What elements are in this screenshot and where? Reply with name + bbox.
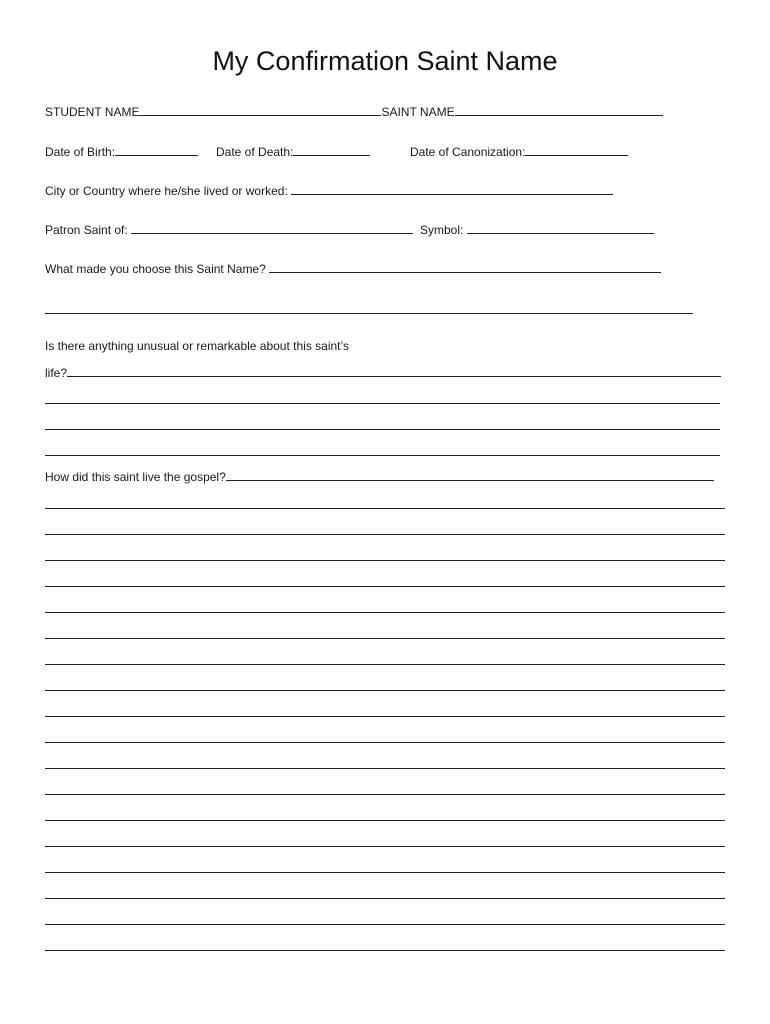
gospel-line-12[interactable] xyxy=(45,794,725,795)
canonization-field[interactable] xyxy=(525,144,628,156)
unusual-line-2[interactable] xyxy=(45,403,720,404)
unusual-line-4[interactable] xyxy=(45,455,720,456)
gospel-line-16[interactable] xyxy=(45,898,725,899)
dob-field[interactable] xyxy=(115,144,198,156)
canonization-row xyxy=(410,144,628,159)
page-title: My Confirmation Saint Name xyxy=(212,46,558,76)
life-field[interactable] xyxy=(67,365,721,377)
gospel-line-8[interactable] xyxy=(45,690,725,691)
saint-name-field[interactable] xyxy=(455,104,663,116)
life-row xyxy=(45,365,721,380)
dob-row xyxy=(45,144,198,159)
gospel-line-15[interactable] xyxy=(45,872,725,873)
gospel-line-13[interactable] xyxy=(45,820,725,821)
gospel-line-18[interactable] xyxy=(45,950,725,951)
gospel-label: How did this saint live the gospel? xyxy=(45,470,226,484)
student-name-label: STUDENT NAME xyxy=(45,105,140,119)
choose-field[interactable] xyxy=(269,261,661,273)
unusual-label: Is there anything unusual or remarkable about this saint’s xyxy=(45,339,349,353)
student-name-field[interactable] xyxy=(139,104,381,116)
gospel-line-6[interactable] xyxy=(45,638,725,639)
dod-field[interactable] xyxy=(293,144,370,156)
symbol-field[interactable] xyxy=(467,222,654,234)
patron-row xyxy=(45,222,413,237)
gospel-line-5[interactable] xyxy=(45,612,725,613)
gospel-line-11[interactable] xyxy=(45,768,725,769)
dob-label: Date of Birth: xyxy=(45,145,116,159)
city-row xyxy=(45,183,613,198)
dod-row xyxy=(216,144,370,159)
unusual-line-3[interactable] xyxy=(45,429,720,430)
choose-label: What made you choose this Saint Name? xyxy=(45,262,266,276)
gospel-line-2[interactable] xyxy=(45,534,725,535)
gospel-line-1[interactable] xyxy=(45,508,725,509)
patron-label: Patron Saint of: xyxy=(45,223,128,237)
gospel-line-7[interactable] xyxy=(45,664,725,665)
life-label: life? xyxy=(45,366,68,380)
gospel-line-17[interactable] xyxy=(45,924,725,925)
choose-continuation-line[interactable] xyxy=(45,313,693,314)
city-label: City or Country where he/she lived or worked: xyxy=(45,184,288,198)
gospel-line-14[interactable] xyxy=(45,846,725,847)
gospel-line-10[interactable] xyxy=(45,742,725,743)
gospel-line-3[interactable] xyxy=(45,560,725,561)
gospel-line-9[interactable] xyxy=(45,716,725,717)
dod-label: Date of Death: xyxy=(216,145,294,159)
gospel-field[interactable] xyxy=(226,469,714,481)
patron-field[interactable] xyxy=(131,222,413,234)
gospel-line-4[interactable] xyxy=(45,586,725,587)
saint-name-label: SAINT NAME xyxy=(381,105,455,119)
gospel-row xyxy=(45,469,714,484)
city-field[interactable] xyxy=(291,183,613,195)
student-name-row xyxy=(45,104,663,119)
symbol-label: Symbol: xyxy=(420,223,464,237)
symbol-row xyxy=(420,222,654,237)
choose-row xyxy=(45,261,661,276)
canonization-label: Date of Canonization: xyxy=(410,145,526,159)
